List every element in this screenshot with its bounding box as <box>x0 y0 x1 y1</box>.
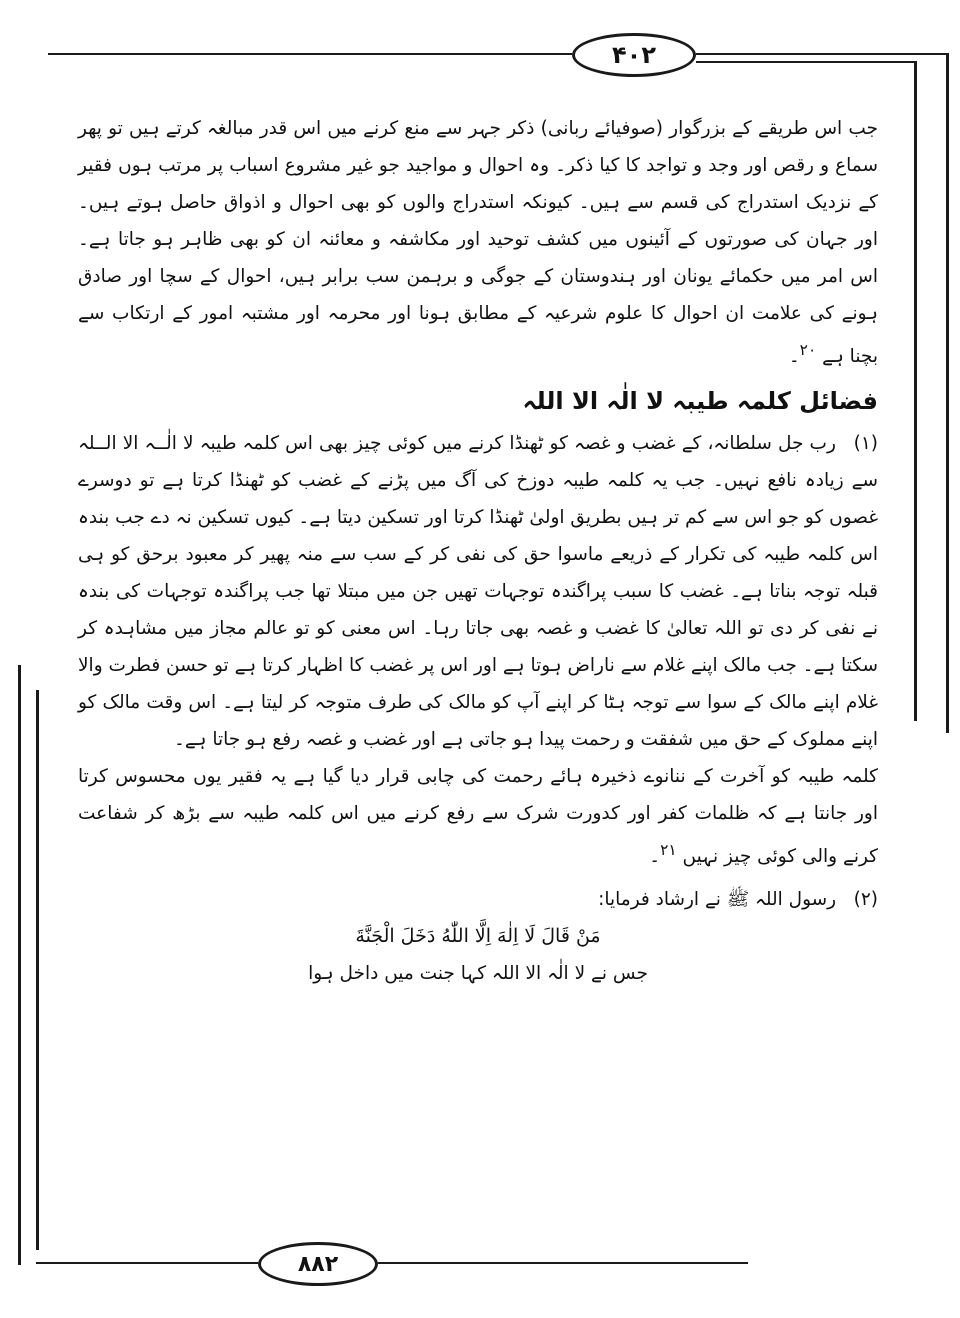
hadith-translation: جس نے لا الٰہ الا اللہ کہا جنت میں داخل ہوا <box>308 963 648 985</box>
frame-top-inner-rule <box>696 61 916 63</box>
paragraph-3: کلمہ طیبہ کو آخرت کے ننانوے ذخیرہ ہائے رحمت کی چابی قرار دیا گیا ہے یہ فقیر یوں محسوس کرتا اور جانتا ہے کہ ظلمات کفر اور کدورت شرک سے رفع کرنے میں اس کلمہ طیبہ سے بڑھ کر شفاعت کرنے والی کوئی چیز نہیں $^{۲۱}$۔ <box>78 766 878 868</box>
page-number-top: ۴۰۲ <box>572 33 696 77</box>
footnote-ref-21: ۲۱ <box>660 841 677 860</box>
paragraph-2-text: رب جل سلطانہ، کے غضب و غصہ کو ٹھنڈا کرنے میں کوئی چیز بھی اس کلمہ طیبہ لا الٰــہ الا الــلہ سے زیادہ نافع نہیں۔ جب یہ کلمہ طیبہ دوزخ کی آگ میں پڑنے کے غضب کو ٹھنڈا کرتا ہے تو دوسرے غصوں کو جو اس سے کم تر ہیں بطریق اولیٰ ٹھنڈا کرتا اور تسکین دیتا ہے۔ کیوں تسکین نہ دے جب بندہ اس کلمہ طیبہ کی تکرار کے ذریعے ماسوا حق کی نفی کر کے سب سے منہ پھیر کر معبود برحق کو ہی قبلہ توجہ بناتا ہے۔ غضب کا سبب پراگندہ توجہات تھیں جن میں مبتلا تھا جب پراگندہ توجہات کی بندہ نے نفی کر دی تو اللہ تعالیٰ کا غضب و غصہ بھی جاتا رہا۔ اس معنی کو تو عالم مجاز میں مشاہدہ کر سکتا ہے۔ جب مالک اپنے غلام سے ناراض ہوتا ہے اور اس پر غضب کا اظہار کرتا ہے تو حسن فطرت والا غلام اپنے مالک کے سوا سے توجہ ہٹا کر اپنے آپ کو مالک کی طرف متوجہ کر لیتا ہے۔ اس وقت مالک کو اپنے مملوک کے حق میں شفقت و رحمت پیدا ہو جاتی ہے اور غضب و غصہ رفع ہو جاتا ہے۔ <box>78 433 878 751</box>
hadith-arabic: مَنْ قَالَ لَا اِلٰهَ اِلَّا اللّٰهُ دَخَلَ الْجَنَّةَ <box>355 925 601 948</box>
frame-bottom-rule-right <box>378 1262 748 1264</box>
paragraph-4 <box>78 881 878 918</box>
paragraph-1-text: جب اس طریقے کے بزرگوار (صوفیائے ربانی) ذکر جہر سے منع کرنے میں اس قدر مبالغہ کرتے ہیں تو پھر سماع و رقص اور وجد و تواجد کا کیا ذکر۔ وہ احوال و مواجید جو غیر مشروع اسباب پر مرتب ہوں فقیر کے نزدیک استدراج کی قسم سے ہیں۔ کیونکہ استدراج والوں کو بھی احوال و اذواق حاصل ہوتے ہیں۔ اور جہان کی صورتوں کے آئینوں میں کشف توحید اور مکاشفہ و معائنہ ان کو بھی ظاہر ہو جاتا ہے۔ اس امر میں حکمائے یونان اور ہندوستان کے جوگی و برہمن سب برابر ہیں، احوال کے سچا اور صادق ہونے کی علامت ان احوال کا علوم شرعیہ کے مطابق ہونا اور محرمہ اور مشتبہ امور کے ارتکاب سے بچنا ہے <box>78 118 878 368</box>
footnote-ref-20: ۲۰ <box>799 341 817 359</box>
frame-top-rule <box>48 53 572 55</box>
paragraph-4-text: رسول اللہ ﷺ نے ارشاد فرمایا: <box>598 889 837 911</box>
frame-right-inner-rule <box>914 61 917 721</box>
frame-left-outer-rule <box>18 665 21 1265</box>
item-number-2: (۲) <box>853 889 878 911</box>
frame-top-rule-right <box>696 53 948 55</box>
paragraph-3-text: کلمہ طیبہ کو آخرت کے ننانوے ذخیرہ ہائے رحمت کی چابی قرار دیا گیا ہے یہ فقیر یوں محسوس کرتا اور جانتا ہے کہ ظلمات کفر اور کدورت شرک سے رفع کرنے میں اس کلمہ طیبہ سے بڑھ کر شفاعت کرنے والی کوئی چیز نہیں <box>78 766 878 868</box>
page-body <box>78 110 878 992</box>
section-heading: فضائل کلمہ طیبہ لا الٰہ الا اللہ <box>522 387 878 416</box>
paragraph-1: جب اس طریقے کے بزرگوار (صوفیائے ربانی) ذکر جہر سے منع کرنے میں اس قدر مبالغہ کرتے ہیں تو پھر سماع و رقص اور وجد و تواجد کا کیا ذکر۔ وہ احوال و مواجید جو غیر مشروع اسباب پر مرتب ہوں فقیر کے نزدیک استدراج کی قسم سے ہیں۔ کیونکہ استدراج والوں کو بھی احوال و اذواق حاصل ہوتے ہیں۔ اور جہان کی صورتوں کے آئینوں میں کشف توحید اور مکاشفہ و معائنہ ان کو بھی ظاہر ہو جاتا ہے۔ اس امر میں حکمائے یونان اور ہندوستان کے جوگی و برہمن سب برابر ہیں، احوال کے سچا اور صادق ہونے کی علامت ان احوال کا علوم شرعیہ کے مطابق ہونا اور محرمہ اور مشتبہ امور کے ارتکاب سے بچنا ہے $^{۲۰}$۔ <box>78 118 878 368</box>
paragraph-2 <box>78 425 878 758</box>
item-number-1: (۱) <box>853 433 878 455</box>
frame-right-outer-rule <box>946 53 949 733</box>
frame-left-inner-rule <box>36 690 39 1250</box>
page-number-bottom: ۸۸۲ <box>258 1242 378 1286</box>
frame-bottom-rule-left <box>36 1262 258 1264</box>
